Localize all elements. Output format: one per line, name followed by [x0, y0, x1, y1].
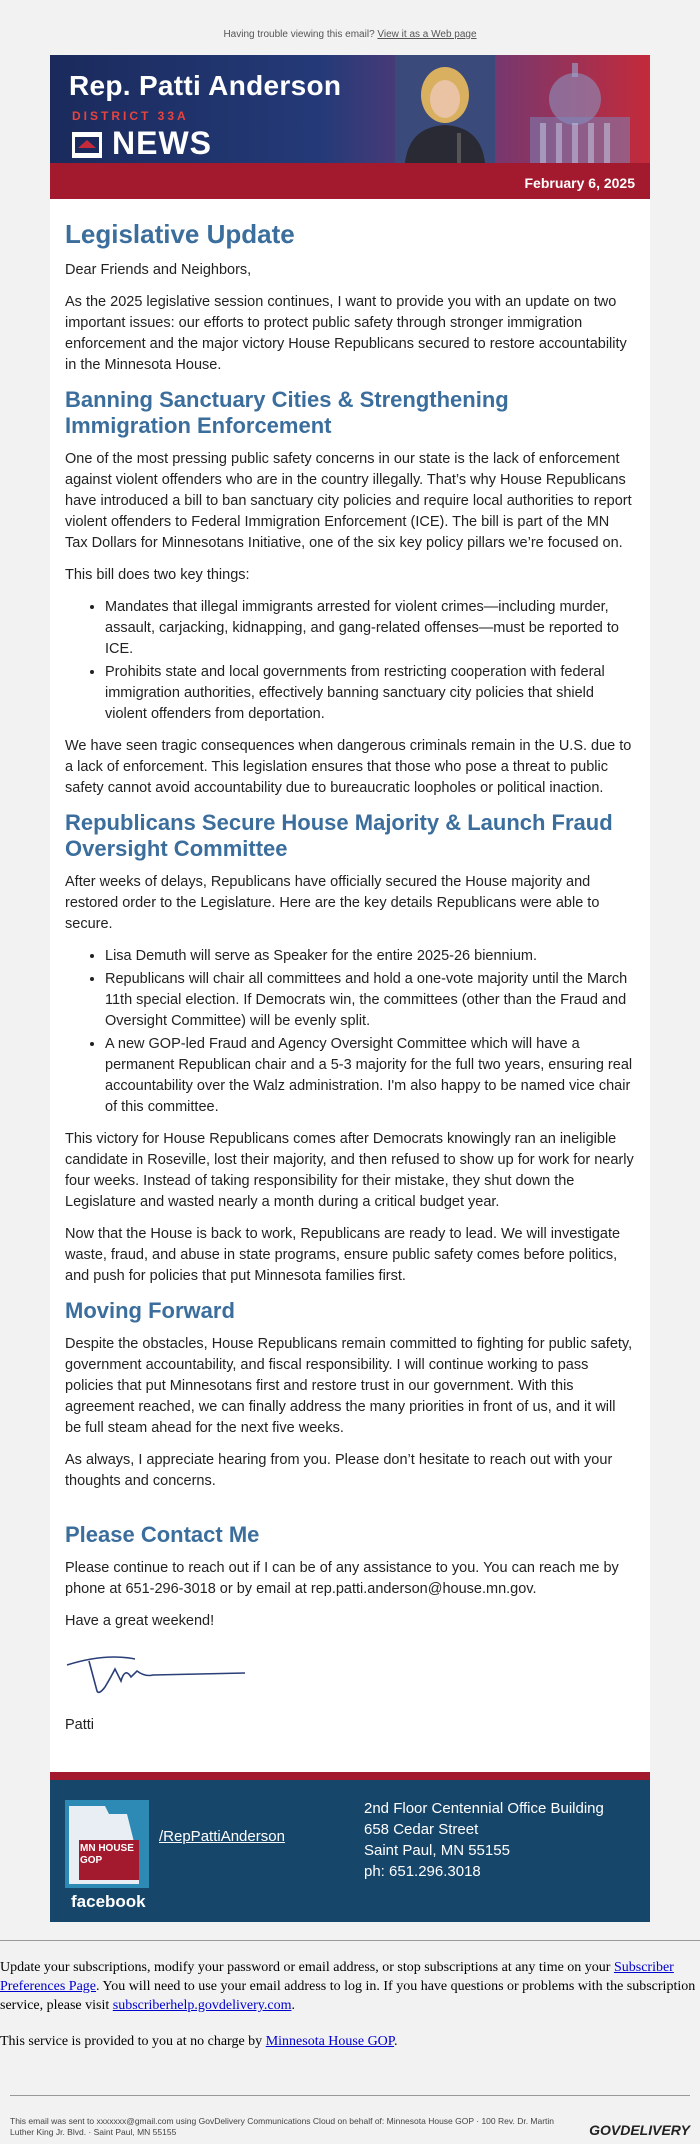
facebook-handle-link[interactable]: /RepPattiAnderson	[159, 1828, 285, 1845]
email-body	[50, 55, 650, 1922]
capitol-building-image	[490, 59, 650, 163]
facebook-wordmark[interactable]: facebook	[71, 1892, 146, 1911]
top-note	[0, 0, 700, 55]
representative-photo	[395, 55, 495, 163]
bullet-list	[65, 946, 635, 1118]
service-text: .	[394, 2034, 398, 2049]
paragraph: As always, I appreciate hearing from you. Please don’t hesitate to reach out with your thoughts and concerns.	[65, 1452, 613, 1489]
paragraph: This victory for House Republicans comes after Democrats knowingly ran an ineligible candidate in Roseville, lost their majority, and then refused to show up for work for nearly four weeks. Instead of taking responsibility for their mistake, they shut down the Legislature and wasted nearly a month during a critical budget year.	[65, 1131, 634, 1210]
signature-image	[65, 1647, 265, 1702]
contact-paragraph: Please continue to reach out if I can be of any assistance to you. You can reach me by phone at 651-296-3018 or by email at rep.patti.anderson@house.mn.gov.	[65, 1560, 619, 1597]
list-item: • Lisa Demuth will serve as Speaker for the entire 2025-26 biennium.	[105, 946, 635, 967]
section-heading-moving-forward: Moving Forward	[65, 1298, 235, 1323]
subscription-text: .	[291, 1998, 295, 2013]
paragraph: We have seen tragic consequences when dangerous criminals remain in the U.S. due to a lack of enforcement. This legislation ensures that those who pose a threat to public safety cannot avoid accountability due to bureaucratic loopholes or political inaction.	[65, 738, 632, 796]
minnesota-house-gop-link[interactable]: Minnesota House GOP	[265, 2034, 395, 2049]
header-banner	[50, 55, 650, 163]
paragraph: Despite the obstacles, House Republicans remain committed to fighting for public safety, government accountability, and fiscal responsibility. I will continue working to pass policies that put Minnesotans first and restore trust in our government. With this agreement reached, we can finally address the many priorities in front of us, and it will be full steam ahead for the next five weeks.	[65, 1336, 633, 1436]
subscriber-help-link[interactable]: subscriberhelp.govdelivery.com	[112, 1998, 292, 2013]
office-address	[364, 1798, 604, 1882]
newsletter-date: February 6, 2025	[524, 175, 635, 191]
intro-paragraph: As the 2025 legislative session continues, I want to provide you with an update on two important issues: our efforts to protect public safety through stronger immigration enforcement and the major victory House Republicans secured to restore accountability in the Minnesota House.	[65, 294, 627, 373]
representative-name: Rep. Patti Anderson	[69, 70, 342, 101]
list-item: • Republicans will chair all committees and hold a one-vote majority until the March 11th special election. If Democrats win, the committees (other than the Fraud and Oversight Committee) will be evenly split.	[105, 969, 635, 1032]
date-band	[50, 163, 650, 199]
paragraph: Now that the House is back to work, Republicans are ready to lead. We will investigate waste, fraud, and abuse in state programs, ensure public safety comes before politics, and push for policies that put Minnesota families first.	[65, 1226, 621, 1284]
view-web-page-link[interactable]: View it as a Web page	[377, 29, 477, 40]
district-label: DISTRICT 33A	[72, 109, 189, 123]
top-note-text: Having trouble viewing this email?	[223, 29, 375, 40]
service-text: This service is provided to you at no charge by	[0, 2034, 263, 2049]
subscription-notice	[0, 1941, 700, 2051]
phone-line: ph: 651.296.3018	[364, 1863, 481, 1880]
gop-logo-text: MN HOUSE GOP	[80, 1843, 134, 1866]
greeting: Dear Friends and Neighbors,	[65, 262, 252, 278]
paragraph: After weeks of delays, Republicans have officially secured the House majority and restored order to the Legislature. Here are the key details Republicans were able to secure.	[65, 874, 600, 932]
section-heading-sanctuary: Banning Sanctuary Cities & Strengthening Immigration Enforcement	[65, 387, 509, 438]
list-item: • Prohibits state and local governments from restricting cooperation with federal immigration authorities, effectively banning sanctuary city policies that shield violent offenders from deportation.	[105, 662, 635, 725]
subscription-text: . You will need to use your email address to log in. If you have questions or problems with the subscription service, please visit	[0, 1979, 696, 2013]
subscription-text: Update your subscriptions, modify your password or email address, or stop subscriptions at any time on your	[0, 1960, 611, 1975]
article-title: Legislative Update	[65, 219, 295, 249]
address-line: Saint Paul, MN 55155	[364, 1842, 510, 1859]
legal-footer-text: This email was sent to xxxxxxx@gmail.com using GovDelivery Communications Cloud on behalf of: Minnesota House GOP · 100 Rev. Dr. Martin Luther King Jr. Blvd. · Saint Paul, MN 55155	[10, 2116, 555, 2137]
subscription-paragraph	[0, 1958, 700, 2015]
service-provider-paragraph	[0, 2032, 700, 2051]
address-line: 2nd Floor Centennial Office Building	[364, 1800, 604, 1817]
section-heading-contact: Please Contact Me	[65, 1522, 260, 1547]
mn-house-logo-icon	[72, 132, 102, 158]
paragraph: This bill does two key things:	[65, 567, 250, 583]
list-item: • Mandates that illegal immigrants arrested for violent crimes—including murder, assault, carjacking, kidnapping, and gang-related offenses—must be reported to ICE.	[105, 597, 635, 660]
closing-line: Have a great weekend!	[65, 1613, 215, 1629]
article-content	[50, 199, 650, 1762]
paragraph: One of the most pressing public safety concerns in our state is the lack of enforcement against violent offenders who are in the country illegally. That’s why House Republicans have introduced a bill to ban sanctuary city policies and require local authorities to report violent offenders to Federal Immigration Enforcement (ICE). The bill is part of the MN Tax Dollars for Minnesotans Initiative, one of the six key policy pillars we’re focused on.	[65, 451, 632, 551]
signoff-name: Patti	[65, 1717, 95, 1733]
news-label: NEWS	[112, 125, 212, 161]
address-line: 658 Cedar Street	[364, 1821, 479, 1838]
subscriber-preferences-link[interactable]: Subscriber Preferences Page	[0, 1960, 674, 1994]
section-heading-majority: Republicans Secure House Majority & Launch Fraud Oversight Committee	[65, 810, 613, 861]
govdelivery-logo: GOVDELIVERY	[589, 2122, 690, 2138]
footer-red-band	[50, 1772, 650, 1780]
bullet-list	[65, 597, 635, 725]
divider	[10, 2095, 690, 2096]
footer	[50, 1780, 650, 1922]
list-item: • A new GOP-led Fraud and Agency Oversight Committee which will have a permanent Republican chair and a 5-3 majority for the full two years, ensuring real accountability over the Walz administration. I'm also happy to be named vice chair of this committee.	[105, 1034, 635, 1118]
